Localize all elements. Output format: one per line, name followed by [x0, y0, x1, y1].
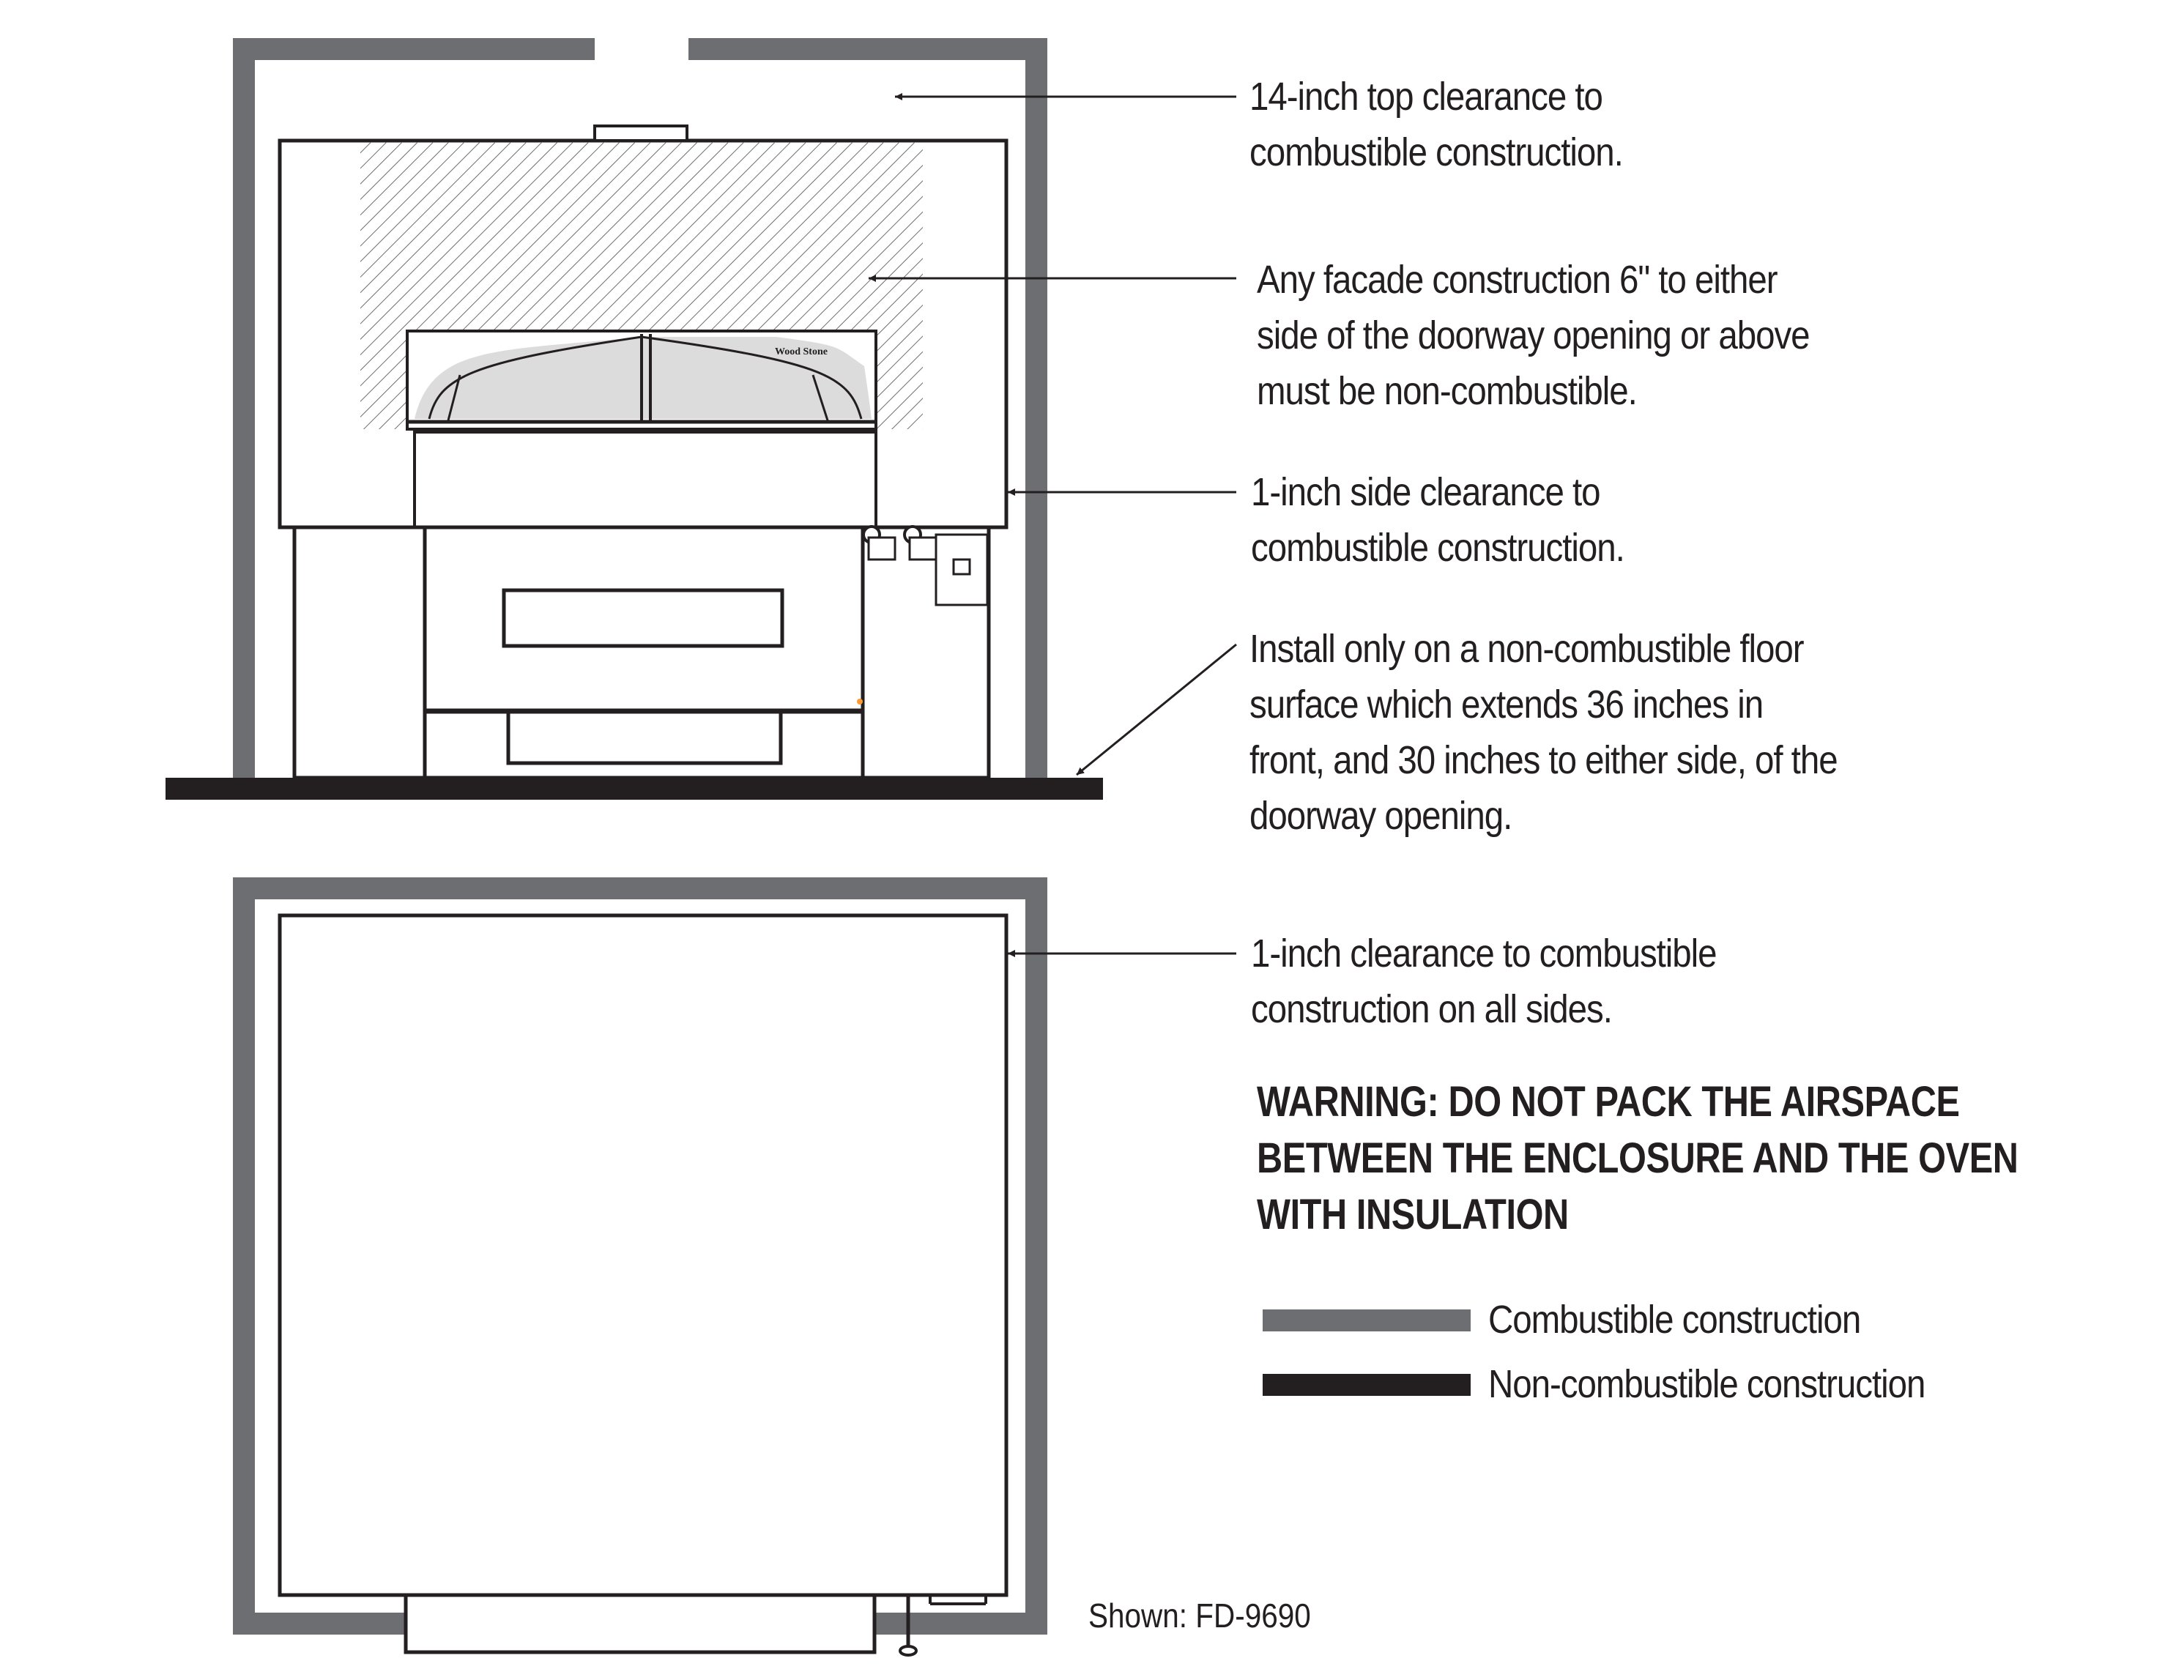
- legend-label-combustible: Combustible construction: [1488, 1298, 1861, 1342]
- callout-side-clearance: [1251, 464, 1624, 576]
- plan-view: [233, 877, 1047, 1655]
- callout-line: surface which extends 36 inches in: [1249, 683, 1764, 726]
- callout-line: Install only on a non-combustible floor: [1249, 627, 1804, 671]
- callout-facade: [1257, 252, 1810, 419]
- callout-floor: [1249, 621, 1838, 844]
- insulation-warning: [1257, 1074, 2018, 1243]
- callout-line: Any facade construction 6" to either: [1257, 258, 1778, 302]
- legend-swatch-non-combustible: [1263, 1374, 1471, 1396]
- callout-line: 14-inch top clearance to: [1249, 75, 1602, 119]
- legend-label-non-combustible: Non-combustible construction: [1488, 1362, 1925, 1406]
- oven-brand-label: Wood Stone: [775, 346, 828, 357]
- model-caption: Shown: FD-9690: [1088, 1597, 1311, 1635]
- legend-swatch-combustible: [1263, 1309, 1471, 1331]
- callout-line: construction on all sides.: [1251, 987, 1612, 1031]
- warning-line: WARNING: DO NOT PACK THE AIRSPACE: [1257, 1078, 1960, 1126]
- callout-all-sides: [1251, 926, 1717, 1037]
- callout-line: doorway opening.: [1249, 794, 1512, 838]
- callout-top-clearance: [1249, 69, 1623, 180]
- callout-line: combustible construction.: [1251, 526, 1624, 570]
- front-view: [166, 38, 1103, 800]
- callout-line: combustible construction.: [1249, 130, 1623, 174]
- callout-line: 1-inch side clearance to: [1251, 470, 1600, 514]
- warning-line: BETWEEN THE ENCLOSURE AND THE OVEN: [1257, 1134, 2018, 1182]
- callout-line: 1-inch clearance to combustible: [1251, 932, 1717, 975]
- warning-line: WITH INSULATION: [1257, 1191, 1569, 1238]
- callout-line: front, and 30 inches to either side, of the: [1249, 738, 1838, 782]
- floor-slab: [166, 778, 1103, 800]
- callout-line: must be non-combustible.: [1257, 369, 1637, 413]
- oven-front: [280, 126, 1006, 778]
- leader-floor: [1077, 644, 1236, 775]
- callout-line: side of the doorway opening or above: [1257, 313, 1810, 357]
- oven-plan: [280, 915, 1006, 1655]
